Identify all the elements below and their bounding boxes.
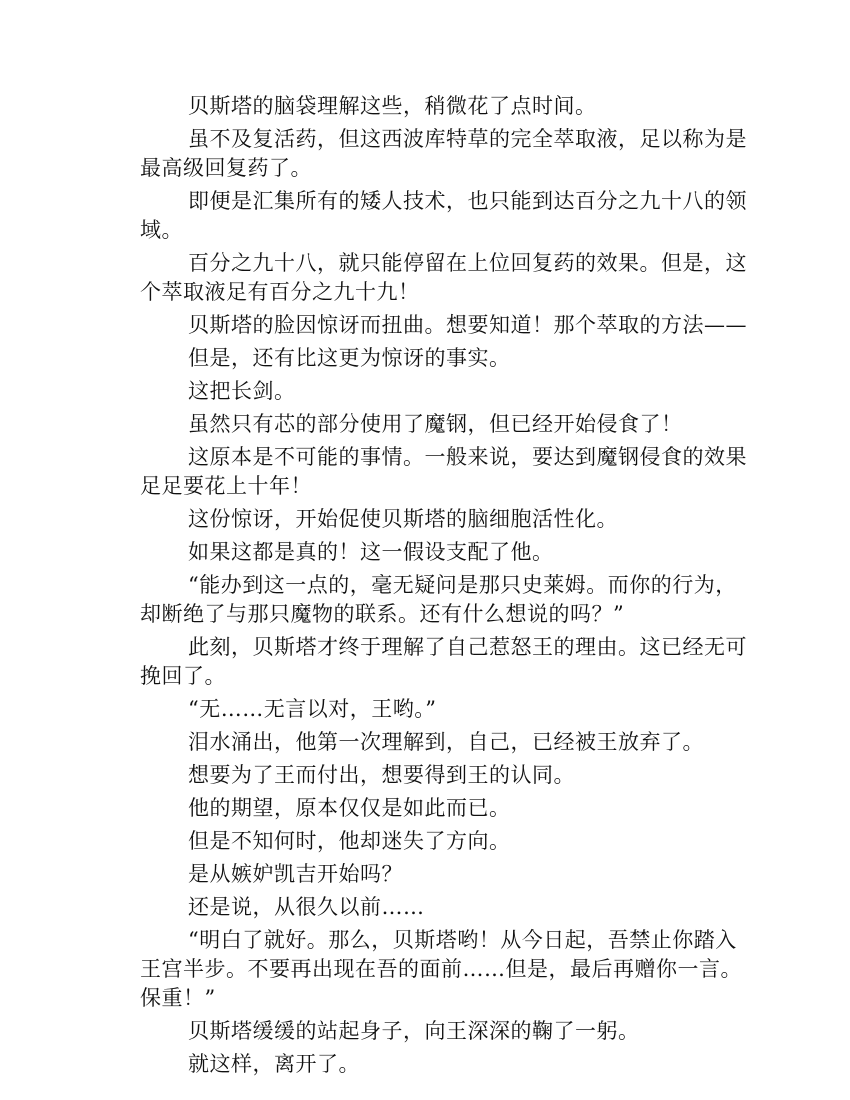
paragraph-15: 泪水涌出，他第一次理解到，自己，已经被王放弃了。 <box>188 730 704 754</box>
paragraph-2: 虽不及复活药，但这西波库特草的完全萃取液，足以称为是最高级回复药了。 <box>140 127 747 180</box>
paragraph-14: “无……无言以对，王哟。” <box>188 697 437 721</box>
paragraph-21: “明白了就好。那么，贝斯塔哟！从今日起，吾禁止你踏入王宫半步。不要再出现在吾的面前……但是，最后再赠你一言。保重！” <box>140 928 742 1010</box>
paragraph-4: 百分之九十八，就只能停留在上位回复药的效果。但是，这个萃取液足有百分之九十九！ <box>140 251 747 304</box>
document-body <box>140 92 750 1083</box>
paragraph-19: 是从嫉妒凯吉开始吗？ <box>188 862 403 886</box>
paragraph-6: 但是，还有比这更为惊讶的事实。 <box>188 346 511 370</box>
paragraph-7: 这把长剑。 <box>188 379 296 403</box>
paragraph-5: 贝斯塔的脸因惊讶而扭曲。想要知道！那个萃取的方法—— <box>188 313 747 337</box>
paragraph-9: 这原本是不可能的事情。一般来说，要达到魔钢侵食的效果足足要花上十年！ <box>140 445 747 498</box>
paragraph-16: 想要为了王而付出，想要得到王的认同。 <box>188 763 575 787</box>
paragraph-10: 这份惊讶，开始促使贝斯塔的脑细胞活性化。 <box>188 507 618 531</box>
paragraph-17: 他的期望，原本仅仅是如此而已。 <box>188 796 511 820</box>
paragraph-12: “能办到这一点的，毫无疑问是那只史莱姆。而你的行为，却断绝了与那只魔物的联系。还有什么想说的吗？” <box>140 573 737 626</box>
paragraph-13: 此刻，贝斯塔才终于理解了自己惹怒王的理由。这已经无可挽回了。 <box>140 635 747 688</box>
paragraph-18: 但是不知何时，他却迷失了方向。 <box>188 829 511 853</box>
paragraph-22: 贝斯塔缓缓的站起身子，向王深深的鞠了一躬。 <box>188 1019 640 1043</box>
paragraph-1: 贝斯塔的脑袋理解这些，稍微花了点时间。 <box>188 94 597 118</box>
paragraph-20: 还是说，从很久以前…… <box>188 895 425 919</box>
paragraph-8: 虽然只有芯的部分使用了魔钢，但已经开始侵食了！ <box>188 412 683 436</box>
paragraph-3: 即便是汇集所有的矮人技术，也只能到达百分之九十八的领域。 <box>140 189 747 242</box>
paragraph-23: 就这样，离开了。 <box>188 1052 360 1076</box>
paragraph-11: 如果这都是真的！这一假设支配了他。 <box>188 540 554 564</box>
